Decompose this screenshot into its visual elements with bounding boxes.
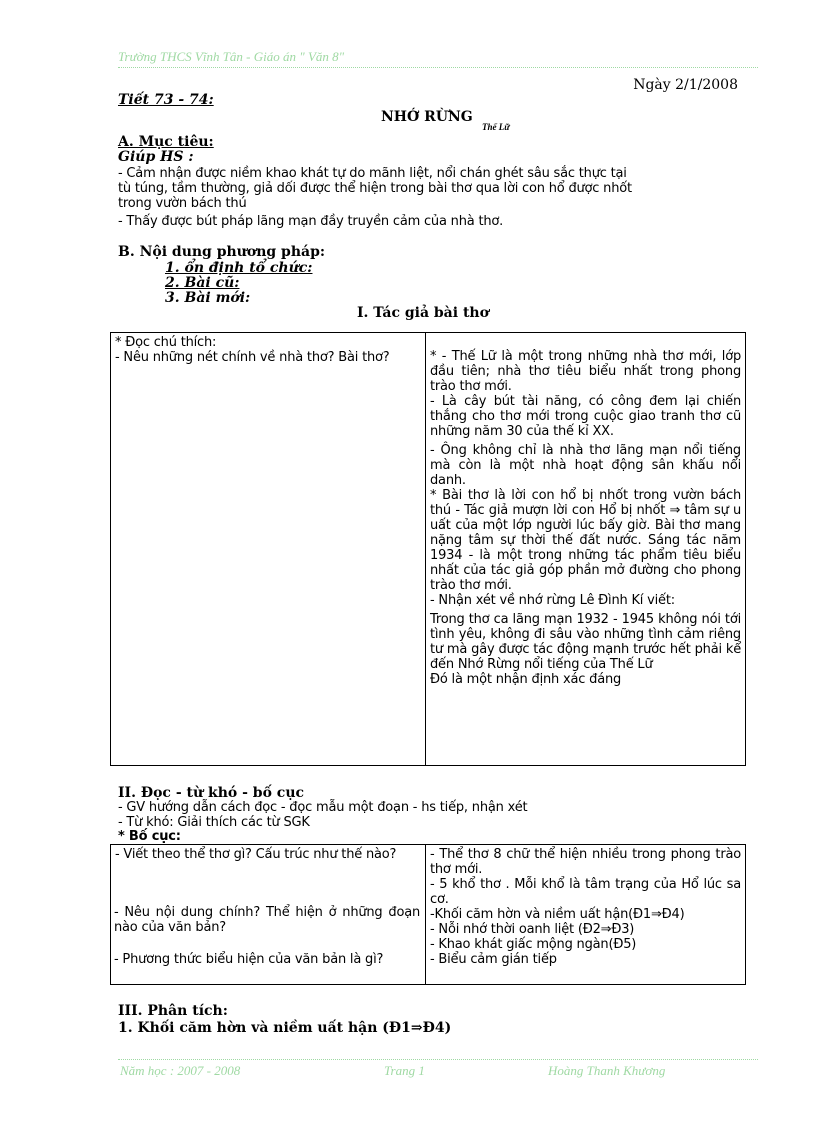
table-text: - 5 khổ thơ . Mỗi khổ là tâm trạng của Hổ lúc sa cơ. (430, 877, 741, 907)
table-text: -Khối căm hờn và niềm uất hận(Đ1⇒Đ4) (430, 907, 685, 922)
question-cell: - Phương thức biểu hiện của văn bản là gì? (114, 952, 384, 967)
step-item: 3. Bài mới: (165, 290, 251, 306)
author-table (110, 332, 746, 766)
step-item: 2. Bài cũ: (165, 275, 240, 291)
objective-line: - Thấy được bút pháp lãng mạn đầy truyền cảm của nhà thơ. (118, 214, 504, 229)
table-text: - Nỗi nhớ thời oanh liệt (Đ2⇒Đ3) (430, 922, 635, 937)
section-b-heading: B. Nội dung phương pháp: (118, 244, 326, 260)
reading-line: - GV hướng dẫn cách đọc - đọc mẫu một đoạn - hs tiếp, nhận xét (118, 800, 528, 815)
section-a-sub: Giúp HS : (118, 149, 194, 165)
header-rule (118, 67, 758, 68)
objective-line: trong vườn bách thú (118, 196, 247, 211)
objective-line: tù túng, tầm thường, giả dối được thể hiện trong bài thơ qua lời con hổ được nhốt (118, 181, 632, 196)
answer-cell (426, 845, 746, 985)
table-text: - Là cây bút tài năng, có công đem lại chiến thắng cho thơ mới trong cuộc giao tranh thơ cũ những năm 30 của thế kỉ XX. (430, 394, 741, 439)
table-text: * - Thế Lữ là một trong những nhà thơ mới, lớp đầu tiên; nhà thơ tiêu biểu nhất trong phong trào thơ mới. (430, 349, 741, 394)
table-text: - Nhận xét về nhớ rừng Lê Đình Kí viết: (430, 593, 675, 608)
reading-line: * Bố cục: (118, 829, 181, 844)
section-ii-heading: II. Đọc - từ khó - bố cục (118, 785, 305, 801)
footer-teacher: Hoàng Thanh Khương (548, 1063, 666, 1078)
answer-cell (426, 333, 746, 766)
section-a-heading: A. Mục tiêu: (118, 134, 214, 150)
footer-rule (118, 1059, 758, 1060)
page-header: Trường THCS Vĩnh Tân - Giáo án " Văn 8" (118, 49, 345, 64)
table-text: Trong thơ ca lãng mạn 1932 - 1945 không nói tới tình yêu, không đi sâu vào những tình cảm riêng tư mà gây được tác động mạnh trước hết phải kể đến Nhớ Rừng nổi tiếng của Thế Lữ (430, 612, 741, 672)
reading-line: - Từ khó: Giải thích các từ SGK (118, 815, 310, 830)
footer-page: Trang 1 (384, 1063, 425, 1078)
section-iii-heading: III. Phân tích: (118, 1003, 228, 1019)
question-cell: - Viết theo thể thơ gì? Cấu trúc như thế nào? (111, 845, 426, 985)
table-text: - Biểu cảm gián tiếp (430, 952, 557, 967)
footer-year: Năm học : 2007 - 2008 (120, 1063, 241, 1078)
table-text: * Đọc chú thích: (115, 335, 217, 350)
step-item: 1. ổn định tổ chức: (165, 260, 313, 276)
table-text: - Ông không chỉ là nhà thơ lãng mạn nổi tiếng mà còn là một nhà hoạt động sân khấu nổi danh. (430, 443, 741, 488)
question-cell (111, 333, 426, 766)
poem-title: NHỚ RỪNG (381, 109, 473, 125)
objective-line: - Cảm nhận được niềm khao khát tự do mãnh liệt, nổi chán ghét sâu sắc thực tại (118, 166, 627, 181)
lesson-number: Tiết 73 - 74: (118, 92, 214, 108)
table-text: * Bài thơ là lời con hổ bị nhốt trong vườn bách thú - Tác giả mượn lời con Hổ bị nhốt ⇒ tâm sự u uất của một lớp người lúc bấy giờ. Bài thơ mang nặng tâm sự thời thế đất nước. Sáng tác năm 1934 - là một trong những tác phẩm tiêu biểu nhất của tác giả góp phần mở đường cho phong trào thơ mới. (430, 488, 741, 593)
section-iii-sub: 1. Khối căm hờn và niềm uất hận (Đ1⇒Đ4) (118, 1020, 452, 1036)
question-cell: - Nêu nội dung chính? Thể hiện ở những đoạn nào của văn bản? (114, 905, 420, 935)
date: Ngày 2/1/2008 (633, 77, 738, 93)
table-text: - Nêu những nét chính về nhà thơ? Bài thơ? (115, 350, 390, 365)
table-text: Đó là một nhận định xác đáng (430, 672, 622, 687)
table-text: - Khao khát giấc mộng ngàn(Đ5) (430, 937, 637, 952)
part-title: I. Tác giả bài thơ (357, 305, 489, 321)
table-text: - Thể thơ 8 chữ thể hiện nhiều trong phong trào thơ mới. (430, 847, 741, 877)
poem-author: Thế Lữ (482, 122, 510, 132)
